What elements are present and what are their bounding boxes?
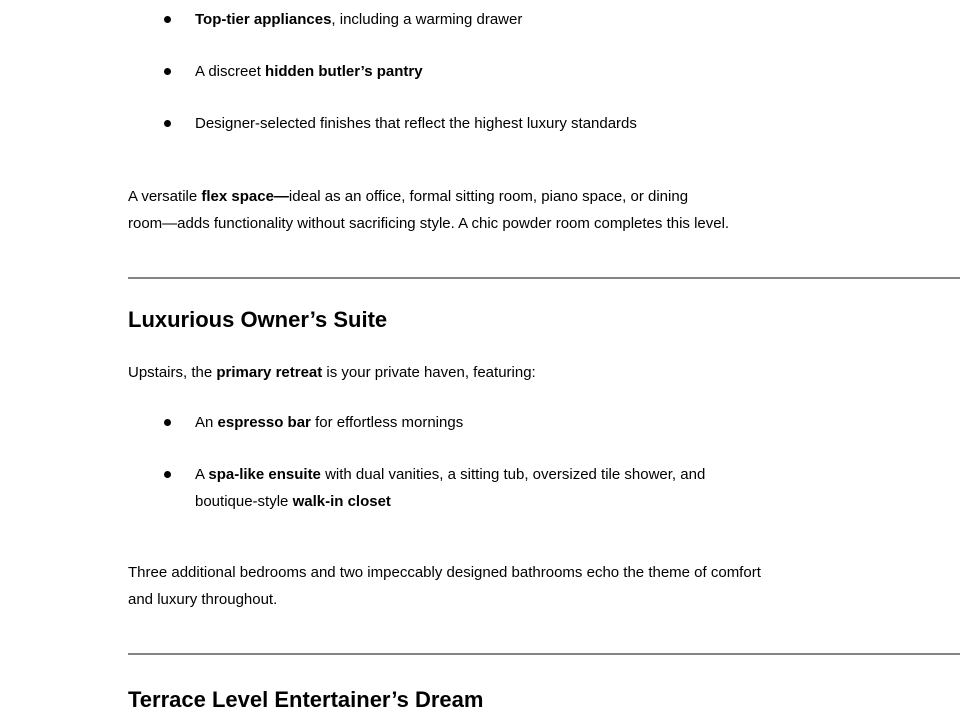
document-page[interactable] xyxy=(128,0,960,714)
list-item-text: Designer-selected finishes that reflect the highest luxury standards xyxy=(195,115,637,132)
paragraph-line: A versatile flex space—ideal as an office, formal sitting room, piano space, or dining xyxy=(128,188,689,205)
list-item xyxy=(128,461,960,515)
bullet-icon xyxy=(164,68,171,75)
list-item-text: A spa-like ensuite with dual vanities, a sitting tub, oversized tile shower, and xyxy=(195,466,706,483)
list-item xyxy=(128,58,960,85)
section-divider xyxy=(128,277,960,279)
list-item xyxy=(128,6,960,33)
list-item-text: A discreet hidden butler’s pantry xyxy=(195,63,423,80)
flex-space-paragraph xyxy=(128,183,960,237)
section-divider xyxy=(128,653,960,655)
section-heading-terrace-level: Terrace Level Entertainer’s Dream xyxy=(128,687,484,712)
paragraph-line: room—adds functionality without sacrificing style. A chic powder room completes this level. xyxy=(128,215,730,232)
list-item-text: boutique-style walk-in closet xyxy=(195,493,391,510)
bullet-icon xyxy=(164,471,171,478)
list-item-text: Top-tier appliances, including a warming drawer xyxy=(195,11,523,28)
paragraph-line: Upstairs, the primary retreat is your private haven, featuring: xyxy=(128,364,536,381)
list-item xyxy=(128,110,960,137)
bullet-icon xyxy=(164,120,171,127)
paragraph-line: and luxury throughout. xyxy=(128,591,278,608)
main-level-feature-list xyxy=(128,6,960,137)
bullet-icon xyxy=(164,16,171,23)
list-item-text: An espresso bar for effortless mornings xyxy=(195,414,464,431)
bedrooms-paragraph xyxy=(128,559,960,613)
primary-retreat-paragraph xyxy=(128,359,960,386)
bullet-icon xyxy=(164,419,171,426)
section-heading-owners-suite: Luxurious Owner’s Suite xyxy=(128,307,388,332)
list-item xyxy=(128,409,960,436)
owners-suite-feature-list xyxy=(128,409,960,515)
paragraph-line: Three additional bedrooms and two impeccably designed bathrooms echo the theme of comfort xyxy=(128,564,761,581)
